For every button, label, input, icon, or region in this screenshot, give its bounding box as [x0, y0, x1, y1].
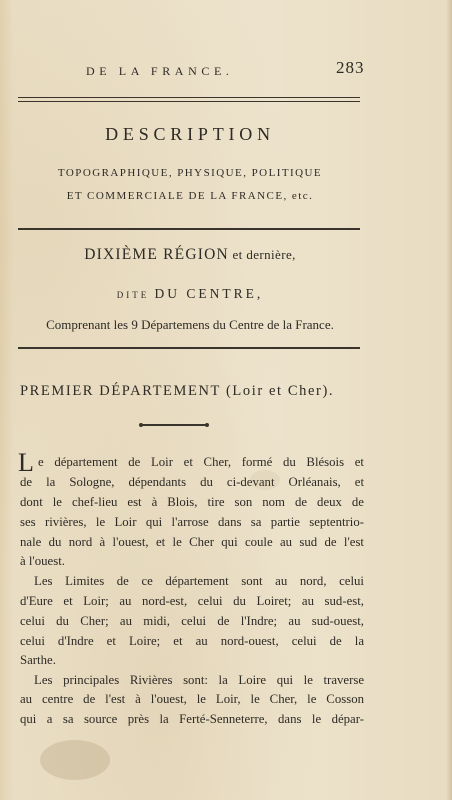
body-line-2: de la Sologne, dépendants du ci-devant Orléanais, et: [20, 475, 364, 489]
section-title: DESCRIPTION: [105, 124, 275, 144]
running-head: DE LA FRANCE.: [86, 64, 234, 78]
region-name: DIXIÈME RÉGION: [84, 246, 229, 263]
page-number: 283: [336, 58, 365, 77]
page-edge-shadow: [446, 0, 452, 800]
body-line-11: Sarthe.: [20, 653, 56, 667]
subtitle-line-2: ET COMMERCIALE DE LA FRANCE, etc.: [66, 190, 314, 202]
paper-stain: [40, 740, 110, 780]
header-rule-bottom: [18, 101, 360, 102]
body-line-1: e département de Loir et Cher, formé du Blésois et: [38, 455, 364, 469]
body-line-9: celui du Cher; au midi, celui de l'Indre; au sud-ouest,: [20, 614, 364, 628]
body-line-14: qui a sa source près la Ferté-Senneterre, dans le dépar-: [20, 712, 364, 726]
body-line-8: d'Eure et Loir; au nord-est, celui du Loiret; au sud-est,: [20, 594, 364, 608]
body-line-3: dont le chef-lieu est à Blois, tire son nom de deux de: [20, 495, 364, 509]
body-line-4: ses rivières, le Loir qui l'arrose dans sa partie septentrio-: [20, 515, 364, 529]
header-rule-top: [18, 97, 360, 98]
subtitle-line-1: TOPOGRAPHIQUE, PHYSIQUE, POLITIQUE: [57, 167, 323, 179]
drop-cap: L: [18, 448, 34, 477]
ornamental-divider: [142, 424, 206, 426]
paper-stain: [250, 470, 280, 490]
body-line-7: Les Limites de ce département sont au nord, celui: [34, 574, 364, 588]
dite-prefix: DITE: [116, 290, 155, 300]
region-subheading: [0, 286, 380, 302]
title-rule: [18, 228, 360, 230]
body-line-12: Les principales Rivières sont: la Loire qui le traverse: [34, 673, 364, 687]
region-epithet: DU CENTRE,: [154, 286, 264, 301]
body-line-6: à l'ouest.: [20, 554, 65, 568]
region-qualifier: et dernière,: [228, 247, 296, 262]
body-line-5: nale du nord à l'ouest, et le Cher qui coule au sud de l'est: [20, 535, 364, 549]
region-rule: [18, 347, 360, 349]
body-line-13: au centre de l'est à l'ouest, le Loir, le Cher, le Cosson: [20, 692, 364, 706]
department-title: PREMIER DÉPARTEMENT (Loir et Cher).: [20, 383, 335, 399]
body-line-10: celui d'Indre et Loire; et au nord-ouest, celui de la: [20, 634, 364, 648]
region-description: Comprenant les 9 Départemens du Centre de la France.: [46, 317, 334, 332]
region-heading: [0, 246, 380, 264]
